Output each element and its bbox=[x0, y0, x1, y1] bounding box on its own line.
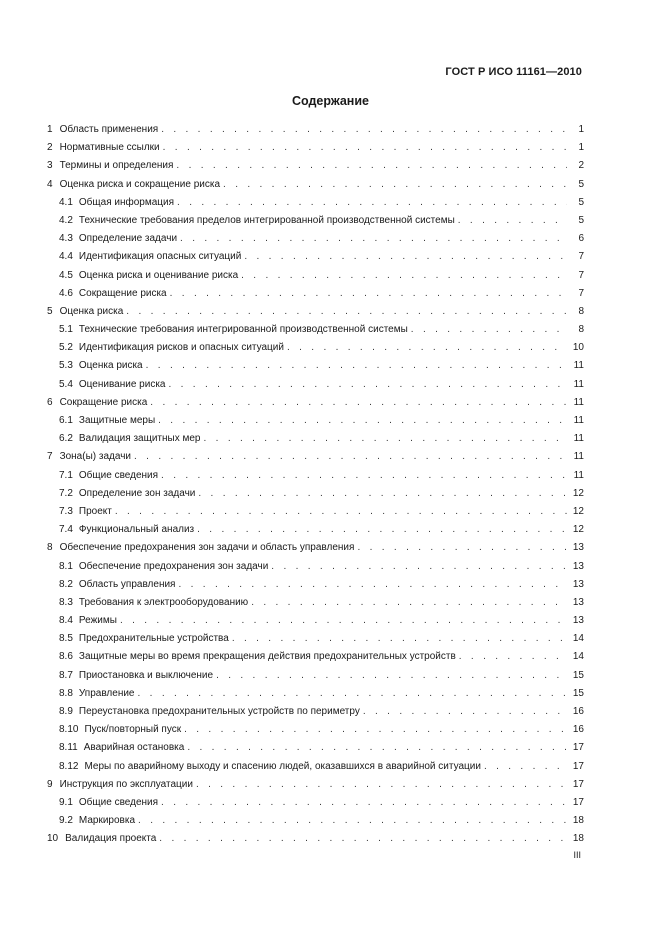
toc-entry-page: 15 bbox=[572, 687, 584, 699]
toc-entry[interactable] bbox=[47, 212, 584, 230]
toc-entry[interactable] bbox=[47, 667, 584, 685]
toc-entry-page: 12 bbox=[572, 505, 584, 517]
toc-entry-number: 2 bbox=[47, 142, 53, 154]
toc-dot-leader bbox=[115, 503, 567, 521]
toc-entry-page: 17 bbox=[572, 796, 584, 808]
toc-entry[interactable] bbox=[47, 576, 584, 594]
toc-entry-number: 5.3 bbox=[59, 360, 73, 372]
toc-entry-page: 8 bbox=[578, 324, 584, 336]
toc-entry-page: 12 bbox=[572, 487, 584, 499]
toc-entry-title: Валидация проекта bbox=[65, 833, 157, 845]
toc-entry-page: 16 bbox=[572, 706, 584, 717]
toc-entry[interactable] bbox=[47, 430, 584, 448]
toc-entry-page: 14 bbox=[572, 633, 584, 645]
toc-entry[interactable] bbox=[47, 612, 584, 630]
toc-entry-page: 1 bbox=[578, 124, 584, 135]
toc-entry-title: Приостановка и выключение bbox=[78, 669, 214, 681]
toc-dot-leader bbox=[204, 430, 568, 448]
toc-entry[interactable] bbox=[47, 594, 584, 612]
toc-entry-number: 8.9 bbox=[59, 706, 73, 717]
toc-dot-leader bbox=[459, 648, 567, 666]
toc-dot-leader bbox=[158, 412, 567, 430]
toc-entry-title: Идентификация рисков и опасных ситуаций bbox=[78, 342, 284, 354]
toc-entry-number: 7 bbox=[47, 451, 53, 463]
toc-entry-title: Валидация защитных мер bbox=[78, 433, 201, 445]
toc-entry-page: 15 bbox=[572, 669, 584, 681]
toc-dot-leader bbox=[458, 212, 567, 230]
toc-entry-number: 4.4 bbox=[59, 251, 73, 263]
toc-dot-leader bbox=[187, 739, 567, 757]
toc-entry[interactable] bbox=[47, 412, 584, 430]
toc-entry-number: 4.2 bbox=[59, 214, 73, 226]
toc-entry-title: Инструкция по эксплуатации bbox=[59, 778, 193, 790]
toc-dot-leader bbox=[163, 139, 567, 157]
toc-entry-number: 4.3 bbox=[59, 233, 73, 245]
toc-entry-page: 11 bbox=[573, 378, 584, 390]
toc-entry-number: 8.3 bbox=[59, 596, 73, 608]
toc-entry-number: 9 bbox=[47, 778, 53, 790]
toc-entry[interactable] bbox=[47, 812, 584, 830]
toc-dot-leader bbox=[177, 194, 567, 212]
toc-entry[interactable] bbox=[47, 721, 584, 739]
toc-dot-leader bbox=[484, 758, 567, 776]
toc-entry-page: 7 bbox=[578, 287, 584, 299]
toc-entry-number: 8.5 bbox=[59, 633, 73, 645]
toc-dot-leader bbox=[184, 721, 567, 739]
toc-entry-number: 8.7 bbox=[59, 669, 73, 681]
toc-entry[interactable] bbox=[47, 630, 584, 648]
toc-entry-number: 1 bbox=[47, 124, 53, 135]
toc-entry-title: Маркировка bbox=[78, 815, 136, 827]
toc-entry-title: Меры по аварийному выходу и спасению людей, оказавшихся в аварийной ситуации bbox=[84, 760, 481, 772]
toc-entry[interactable] bbox=[47, 321, 584, 339]
toc-entry-number: 8.11 bbox=[59, 742, 78, 754]
toc-entry[interactable] bbox=[47, 230, 584, 248]
toc-entry-page: 13 bbox=[572, 560, 584, 572]
toc-entry-number: 4.5 bbox=[59, 269, 73, 281]
toc-dot-leader bbox=[251, 594, 567, 612]
toc-entry-number: 8.10 bbox=[59, 724, 79, 736]
toc-dot-leader bbox=[271, 558, 567, 576]
toc-dot-leader bbox=[197, 521, 567, 539]
toc-entry[interactable] bbox=[47, 139, 584, 157]
toc-entry-title: Проект bbox=[78, 505, 112, 517]
toc-entry[interactable] bbox=[47, 703, 584, 721]
toc-dot-leader bbox=[138, 812, 567, 830]
toc-dot-leader bbox=[363, 703, 567, 721]
toc-dot-leader bbox=[287, 339, 567, 357]
toc-entry-number: 5.4 bbox=[59, 378, 73, 390]
toc-dot-leader bbox=[150, 394, 567, 412]
toc-entry[interactable] bbox=[47, 448, 584, 466]
toc-dot-leader bbox=[232, 630, 567, 648]
toc-entry-page: 1 bbox=[578, 142, 584, 154]
toc-entry-number: 5 bbox=[47, 305, 53, 317]
toc-dot-leader bbox=[161, 121, 567, 139]
toc-entry-number: 7.3 bbox=[59, 505, 73, 517]
toc-entry[interactable] bbox=[47, 394, 584, 412]
toc-dot-leader bbox=[126, 303, 567, 321]
toc-entry-title: Защитные меры во время прекращения действия предохранительных устройств bbox=[78, 651, 456, 663]
toc-entry[interactable] bbox=[47, 485, 584, 503]
toc-entry-title: Область управления bbox=[78, 578, 176, 590]
toc-entry-title: Обеспечение предохранения зон задачи и область управления bbox=[59, 542, 355, 554]
toc-dot-leader bbox=[120, 612, 567, 630]
toc-entry-page: 11 bbox=[573, 469, 584, 481]
toc-entry-title: Зона(ы) задачи bbox=[59, 451, 131, 463]
toc-dot-leader bbox=[244, 248, 567, 266]
toc-entry-page: 7 bbox=[578, 251, 584, 263]
toc-entry-title: Технические требования пределов интегрированной производственной системы bbox=[78, 214, 455, 226]
toc-entry-number: 5.2 bbox=[59, 342, 73, 354]
toc-entry-title: Идентификация опасных ситуаций bbox=[78, 251, 242, 263]
toc-entry[interactable] bbox=[47, 467, 584, 485]
toc-entry[interactable] bbox=[47, 357, 584, 375]
toc-dot-leader bbox=[411, 321, 567, 339]
toc-entry-title: Область применения bbox=[59, 124, 159, 135]
toc-entry-number: 8.12 bbox=[59, 760, 79, 772]
toc-entry[interactable] bbox=[47, 776, 584, 794]
toc-entry[interactable] bbox=[47, 739, 584, 757]
toc-dot-leader bbox=[178, 576, 567, 594]
toc-entry[interactable] bbox=[47, 558, 584, 576]
toc-entry-number: 6.2 bbox=[59, 433, 73, 445]
toc-dot-leader bbox=[198, 485, 567, 503]
toc-entry-number: 8.6 bbox=[59, 651, 73, 663]
toc-entry-title: Оценка риска bbox=[78, 360, 143, 372]
toc-entry-page: 13 bbox=[572, 542, 584, 554]
toc-entry-page: 18 bbox=[572, 833, 584, 845]
toc-entry-page: 5 bbox=[578, 214, 584, 226]
toc-entry[interactable] bbox=[47, 758, 584, 776]
toc-entry-page: 16 bbox=[572, 724, 584, 736]
toc-entry-page: 18 bbox=[572, 815, 584, 827]
page-number: III bbox=[573, 850, 581, 860]
toc-entry-title: Термины и определения bbox=[59, 160, 174, 172]
toc-dot-leader bbox=[159, 830, 567, 848]
toc-dot-leader bbox=[176, 157, 567, 175]
toc-dot-leader bbox=[357, 539, 567, 557]
toc-entry-title: Оценивание риска bbox=[78, 378, 166, 390]
toc-entry-page: 8 bbox=[578, 305, 584, 317]
toc-entry-page: 11 bbox=[573, 396, 584, 408]
toc-entry-page: 11 bbox=[573, 433, 584, 445]
toc-entry-number: 5.1 bbox=[59, 324, 73, 336]
toc-entry-number: 8.4 bbox=[59, 615, 73, 627]
toc-entry-number: 6 bbox=[47, 396, 53, 408]
toc-entry-title: Общие сведения bbox=[78, 796, 159, 808]
toc-entry-number: 4.6 bbox=[59, 287, 73, 299]
toc-entry-title: Оценка риска и сокращение риска bbox=[59, 178, 221, 190]
toc-dot-leader bbox=[180, 230, 567, 248]
toc-entry-page: 13 bbox=[572, 578, 584, 590]
toc-entry-page: 17 bbox=[572, 760, 584, 772]
toc-entry[interactable] bbox=[47, 539, 584, 557]
toc-entry-page: 12 bbox=[572, 524, 584, 536]
toc-entry-title: Определение задачи bbox=[78, 233, 178, 245]
toc-entry-number: 9.1 bbox=[59, 796, 73, 808]
table-of-contents bbox=[47, 121, 584, 849]
document-header: ГОСТ Р ИСО 11161—2010 bbox=[445, 66, 582, 78]
toc-entry[interactable] bbox=[47, 794, 584, 812]
toc-entry[interactable] bbox=[47, 503, 584, 521]
toc-dot-leader bbox=[161, 467, 567, 485]
toc-entry-number: 3 bbox=[47, 160, 53, 172]
toc-entry[interactable] bbox=[47, 176, 584, 194]
toc-dot-leader bbox=[196, 776, 567, 794]
toc-entry-title: Сокращение риска bbox=[59, 396, 148, 408]
toc-entry-page: 5 bbox=[578, 178, 584, 190]
toc-entry-number: 4.1 bbox=[59, 196, 73, 208]
toc-entry-number: 8.2 bbox=[59, 578, 73, 590]
toc-entry-page: 11 bbox=[573, 360, 584, 372]
toc-dot-leader bbox=[216, 667, 567, 685]
toc-entry-title: Пуск/повторный пуск bbox=[84, 724, 182, 736]
toc-entry-title: Определение зон задачи bbox=[78, 487, 196, 499]
toc-entry-title: Требования к электрооборудованию bbox=[78, 596, 249, 608]
toc-entry[interactable] bbox=[47, 376, 584, 394]
toc-entry-page: 17 bbox=[572, 778, 584, 790]
toc-entry-title: Обеспечение предохранения зон задачи bbox=[78, 560, 269, 572]
toc-entry-number: 4 bbox=[47, 178, 53, 190]
toc-entry[interactable] bbox=[47, 194, 584, 212]
toc-entry-title: Технические требования интегрированной производственной системы bbox=[78, 324, 408, 336]
toc-entry-page: 11 bbox=[573, 415, 584, 426]
toc-dot-leader bbox=[161, 794, 567, 812]
toc-entry-title: Общие сведения bbox=[78, 469, 159, 481]
toc-entry[interactable] bbox=[47, 157, 584, 175]
toc-entry-number: 8 bbox=[47, 542, 53, 554]
toc-entry[interactable] bbox=[47, 121, 584, 139]
toc-entry[interactable] bbox=[47, 830, 584, 848]
toc-dot-leader bbox=[241, 267, 567, 285]
toc-entry-number: 7.4 bbox=[59, 524, 73, 536]
toc-entry-title: Оценка риска bbox=[59, 305, 124, 317]
toc-entry-page: 14 bbox=[572, 651, 584, 663]
toc-entry-number: 8.1 bbox=[59, 560, 73, 572]
toc-entry[interactable] bbox=[47, 521, 584, 539]
toc-entry-title: Режимы bbox=[78, 615, 117, 627]
toc-entry-number: 6.1 bbox=[59, 415, 73, 426]
toc-entry-title: Переустановка предохранительных устройств по периметру bbox=[78, 706, 360, 717]
toc-entry-title: Функциональный анализ bbox=[78, 524, 195, 536]
toc-dot-leader bbox=[134, 448, 567, 466]
toc-entry[interactable] bbox=[47, 339, 584, 357]
toc-entry-number: 10 bbox=[47, 833, 59, 845]
toc-entry-title: Нормативные ссылки bbox=[59, 142, 160, 154]
toc-dot-leader bbox=[138, 685, 568, 703]
toc-entry-number: 9.2 bbox=[59, 815, 73, 827]
toc-entry-page: 13 bbox=[572, 596, 584, 608]
toc-entry-page: 7 bbox=[578, 269, 584, 281]
toc-entry-title: Оценка риска и оценивание риска bbox=[78, 269, 239, 281]
page-title: Содержание bbox=[291, 94, 369, 108]
toc-entry-title: Защитные меры bbox=[78, 415, 156, 426]
toc-entry-number: 7.1 bbox=[59, 469, 73, 481]
toc-entry[interactable] bbox=[47, 285, 584, 303]
toc-entry-page: 17 bbox=[572, 742, 584, 754]
toc-entry-title: Общая информация bbox=[78, 196, 175, 208]
toc-entry[interactable] bbox=[47, 685, 584, 703]
toc-entry-title: Сокращение риска bbox=[78, 287, 167, 299]
toc-entry-page: 11 bbox=[573, 451, 584, 463]
toc-entry-page: 6 bbox=[578, 233, 584, 245]
toc-entry[interactable] bbox=[47, 248, 584, 266]
toc-entry-page: 2 bbox=[578, 160, 584, 172]
toc-dot-leader bbox=[168, 376, 567, 394]
toc-entry-number: 7.2 bbox=[59, 487, 73, 499]
toc-entry[interactable] bbox=[47, 267, 584, 285]
toc-dot-leader bbox=[170, 285, 567, 303]
toc-entry-page: 5 bbox=[578, 196, 584, 208]
toc-entry-page: 13 bbox=[572, 615, 584, 627]
toc-entry-title: Аварийная остановка bbox=[83, 742, 185, 754]
toc-entry-number: 8.8 bbox=[59, 687, 73, 699]
toc-entry-page: 10 bbox=[572, 342, 584, 354]
toc-entry-title: Предохранительные устройства bbox=[78, 633, 229, 645]
toc-dot-leader bbox=[146, 357, 567, 375]
toc-entry[interactable] bbox=[47, 648, 584, 666]
toc-entry-title: Управление bbox=[78, 687, 135, 699]
toc-entry[interactable] bbox=[47, 303, 584, 321]
toc-dot-leader bbox=[223, 176, 567, 194]
